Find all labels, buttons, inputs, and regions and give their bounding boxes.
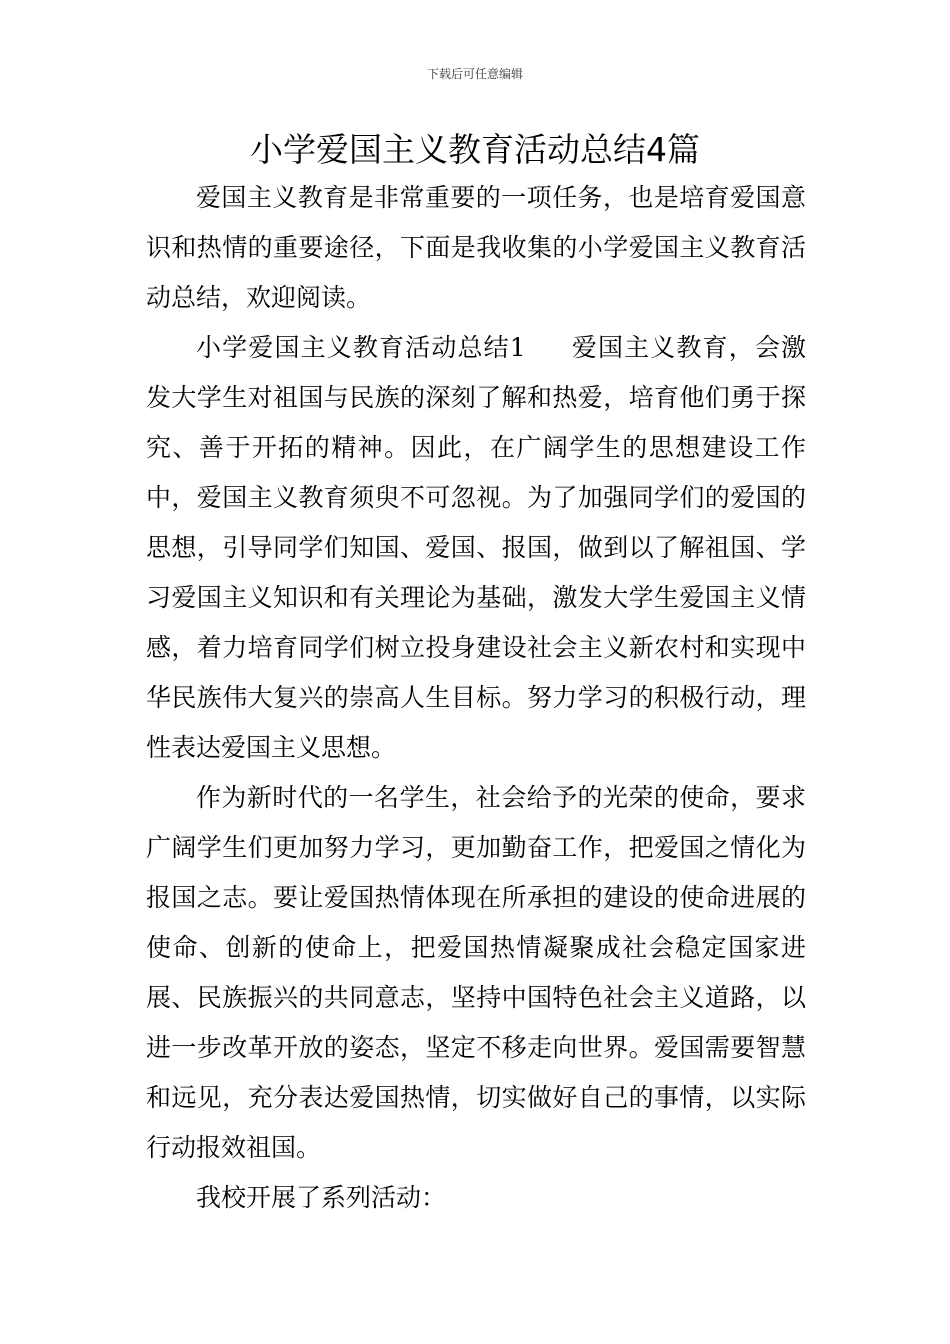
section-1-text: 爱国主义教育，会激发大学生对祖国与民族的深刻了解和热爱，培育他们勇于探究、善于开拓的精神。因此，在广阔学生的思想建设工作中，爱国主义教育须臾不可忽视。为了加强同学们的爱国的思想，引导同学们知国、爱国、报国，做到以了解祖国、学习爱国主义知识和有关理论为基础，激发大学生爱国主义情感，着力培育同学们树立投身建设社会主义新农村和实现中华民族伟大复兴的崇高人生目标。努力学习的积极行动，理性表达爱国主义思想。: [146, 333, 806, 762]
section-1-paragraph: [146, 323, 806, 773]
document-body: [146, 173, 806, 1223]
document-title: 小学爱国主义教育活动总结4篇: [250, 130, 700, 169]
paragraph-3: 作为新时代的一名学生，社会给予的光荣的使命，要求广阔学生们更加努力学习，更加勤奋工作，把爱国之情化为报国之志。要让爱国热情体现在所承担的建设的使命进展的使命、创新的使命上，把爱国热情凝聚成社会稳定国家进展、民族振兴的共同意志，坚持中国特色社会主义道路，以进一步改革开放的姿态，坚定不移走向世界。爱国需要智慧和远见，充分表达爱国热情，切实做好自己的事情，以实际行动报效祖国。: [146, 783, 806, 1162]
section-1-heading: 小学爱国主义教育活动总结1: [196, 333, 526, 362]
paragraph-4: 我校开展了系列活动：: [196, 1183, 447, 1212]
intro-paragraph: 爱国主义教育是非常重要的一项任务，也是培育爱国意识和热情的重要途径，下面是我收集的小学爱国主义教育活动总结，欢迎阅读。: [146, 183, 806, 312]
page-header-note: 下载后可任意编辑: [426, 67, 523, 81]
